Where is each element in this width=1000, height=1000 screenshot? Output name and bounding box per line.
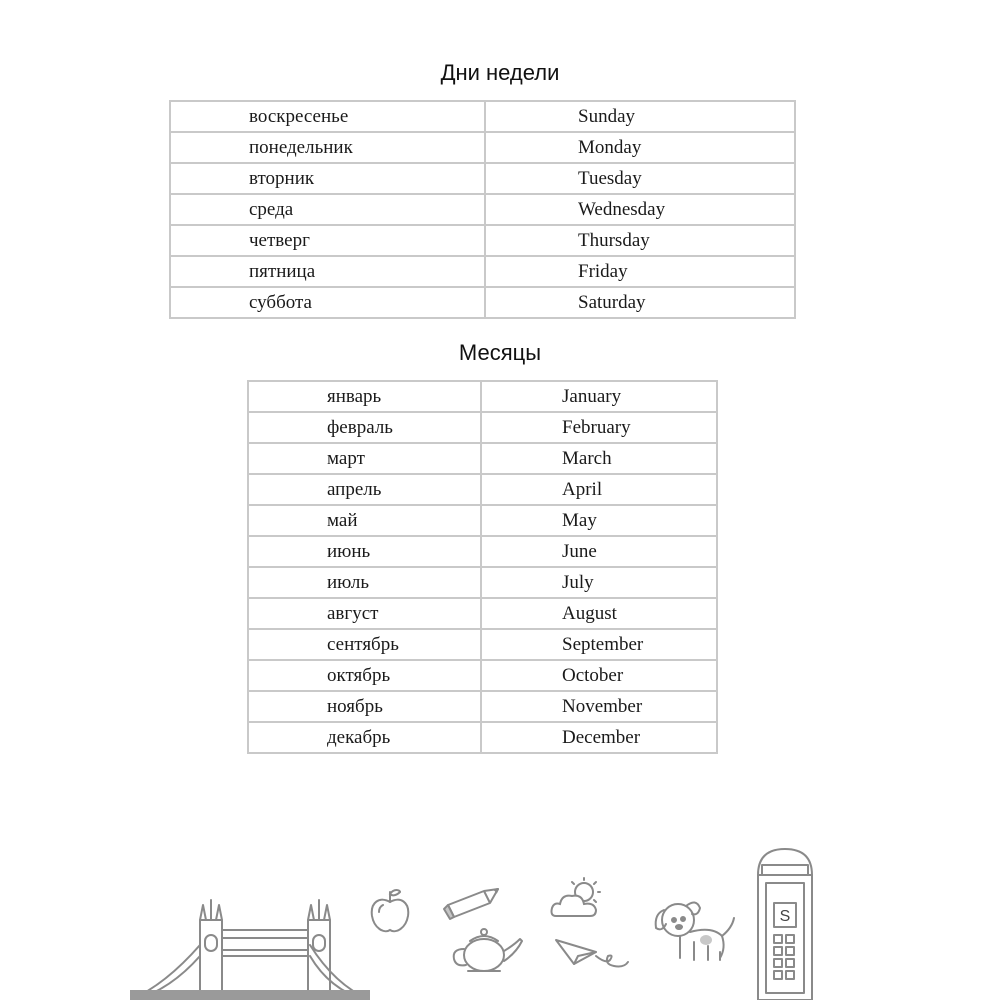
- english-word: Wednesday: [486, 195, 794, 226]
- russian-word: январь: [249, 382, 482, 413]
- russian-word: воскресенье: [171, 102, 486, 133]
- phone-booth-letter: S: [779, 908, 791, 925]
- paper-plane-icon: [552, 934, 634, 978]
- russian-word: декабрь: [249, 723, 482, 752]
- teapot-icon: [448, 925, 524, 975]
- english-word: April: [482, 475, 716, 506]
- english-word: June: [482, 537, 716, 568]
- table-row: [171, 288, 794, 317]
- english-word: January: [482, 382, 716, 413]
- table-row: [249, 413, 716, 444]
- russian-word: ноябрь: [249, 692, 482, 723]
- table-row: [249, 444, 716, 475]
- english-word: November: [482, 692, 716, 723]
- table-row: [171, 102, 794, 133]
- english-word: Friday: [486, 257, 794, 288]
- russian-word: июль: [249, 568, 482, 599]
- english-word: Saturday: [578, 291, 646, 313]
- russian-word: май: [249, 506, 482, 537]
- english-word: May: [482, 506, 716, 537]
- table-row: [249, 475, 716, 506]
- table-row: [249, 599, 716, 630]
- table-row: [249, 382, 716, 413]
- table-row: [171, 133, 794, 164]
- tower-bridge-icon: [130, 890, 370, 1000]
- puppy-icon: [650, 892, 740, 968]
- english-word: August: [482, 599, 716, 630]
- table-row: [171, 195, 794, 226]
- english-word: Thursday: [486, 226, 794, 257]
- months-heading: Месяцы: [458, 340, 542, 365]
- russian-word: сентябрь: [249, 630, 482, 661]
- english-word: July: [482, 568, 716, 599]
- phone-booth-icon: [752, 845, 818, 1000]
- sun-cloud-icon: [548, 876, 608, 924]
- table-row: [249, 692, 716, 723]
- english-word: Monday: [486, 133, 794, 164]
- table-row: [249, 568, 716, 599]
- apple-icon: [368, 888, 412, 936]
- russian-word: март: [249, 444, 482, 475]
- russian-word: суббота: [171, 288, 486, 317]
- russian-word: понедельник: [171, 133, 486, 164]
- russian-word: среда: [171, 195, 486, 226]
- english-word: March: [482, 444, 716, 475]
- table-row: [249, 506, 716, 537]
- russian-word: октябрь: [249, 661, 482, 692]
- english-word: Sunday: [486, 102, 794, 133]
- table-row: [249, 537, 716, 568]
- russian-word: четверг: [171, 226, 486, 257]
- pencil-icon: [442, 885, 502, 925]
- english-word: February: [482, 413, 716, 444]
- table-row: [249, 661, 716, 692]
- days-table: [169, 100, 796, 319]
- english-word: October: [482, 661, 716, 692]
- russian-word: вторник: [171, 164, 486, 195]
- english-word: December: [562, 726, 641, 748]
- russian-word: апрель: [249, 475, 482, 506]
- table-row: [171, 164, 794, 195]
- days-heading: Дни недели: [440, 60, 560, 85]
- russian-word: пятница: [171, 257, 486, 288]
- table-row: [249, 630, 716, 661]
- russian-word: июнь: [249, 537, 482, 568]
- table-row: [171, 226, 794, 257]
- table-row: [249, 723, 716, 752]
- russian-word: февраль: [249, 413, 482, 444]
- english-word: Tuesday: [486, 164, 794, 195]
- russian-word: август: [249, 599, 482, 630]
- table-row: [171, 257, 794, 288]
- months-table: [247, 380, 718, 754]
- english-word: September: [482, 630, 716, 661]
